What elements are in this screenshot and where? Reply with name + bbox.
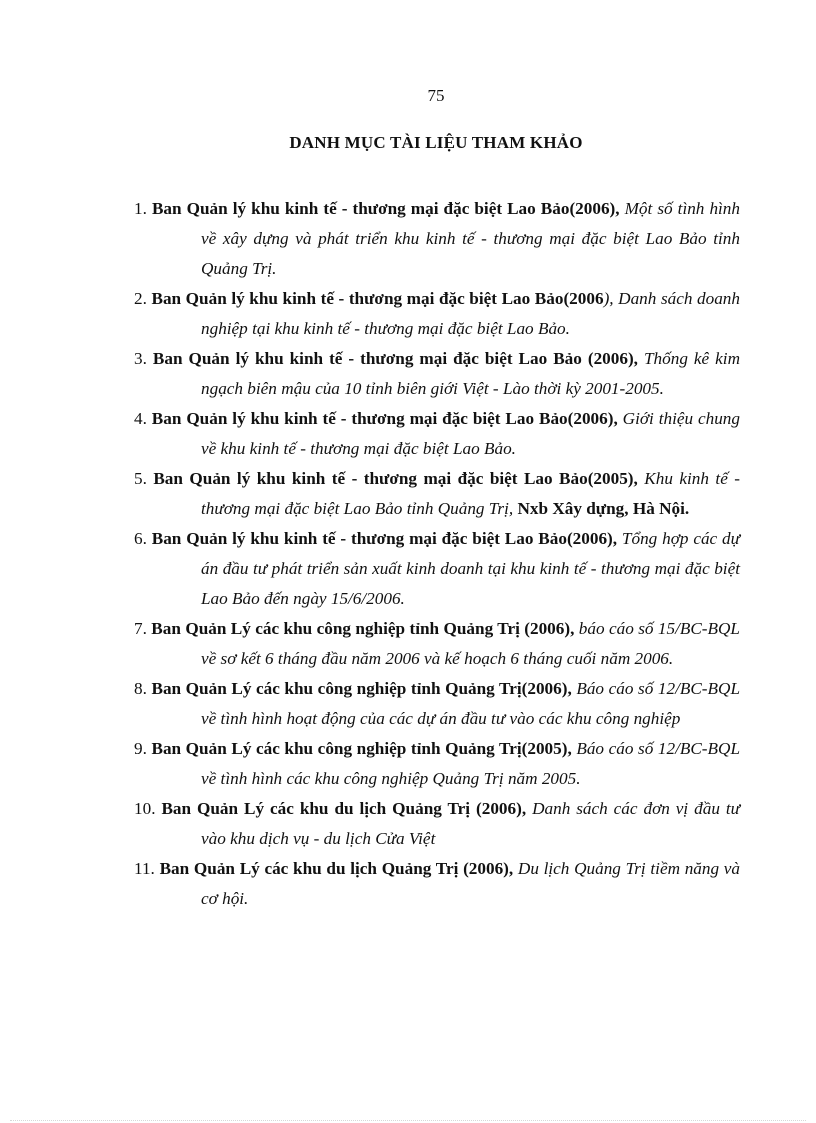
- reference-author: Ban Quản lý khu kinh tế - thương mại đặc biệt Lao Bảo(2006),: [151, 199, 625, 218]
- reference-item: [134, 404, 740, 464]
- reference-number: 4.: [134, 409, 147, 428]
- reference-item: [134, 524, 740, 614]
- reference-title: Báo cáo số 12/BC-BQL về tình hình các khu công nghiệp Quảng Trị năm 2005.: [201, 739, 740, 788]
- reference-number: 11.: [134, 859, 155, 878]
- reference-item: [134, 284, 740, 344]
- reference-author: Ban Quản Lý các khu du lịch Quảng Trị (2006),: [161, 799, 533, 818]
- reference-number: 10.: [134, 799, 156, 818]
- reference-author: Ban Quản Lý các khu du lịch Quảng Trị (2006),: [159, 859, 518, 878]
- reference-item: [134, 734, 740, 794]
- reference-item: [134, 194, 740, 284]
- reference-number: 6.: [134, 529, 147, 548]
- reference-item: [134, 344, 740, 404]
- reference-item: [134, 464, 740, 524]
- page-number: 75: [427, 86, 445, 105]
- reference-title: Khu kinh tế - thương mại đặc biệt Lao Bảo tỉnh Quảng Trị,: [201, 469, 740, 518]
- reference-number: 7.: [134, 619, 147, 638]
- reference-title: ), Danh sách doanh nghiệp tại khu kinh tế - thương mại đặc biệt Lao Bảo.: [201, 289, 740, 338]
- reference-title: Tổng hợp các dự án đầu tư phát triển sản xuất kinh doanh tại khu kinh tế - thương mại đặc biệt Lao Bảo đến ngày 15/6/2006.: [201, 529, 740, 608]
- reference-item: [134, 614, 740, 674]
- reference-title: Thống kê kim ngạch biên mậu của 10 tỉnh biên giới Việt - Lào thời kỳ 2001-2005.: [201, 349, 740, 398]
- reference-author: Ban Quản lý khu kinh tế - thương mại đặc biệt Lao Bảo(2006),: [151, 409, 623, 428]
- reference-publisher: Nxb Xây dựng, Hà Nội.: [513, 499, 690, 518]
- reference-title: Du lịch Quảng Trị tiềm năng và cơ hội.: [201, 859, 740, 908]
- reference-list: [134, 194, 740, 914]
- reference-item: [134, 674, 740, 734]
- reference-title: Giới thiệu chung về khu kinh tế - thương mại đặc biệt Lao Bảo.: [201, 409, 740, 458]
- page-title: DANH MỤC TÀI LIỆU THAM KHẢO: [289, 133, 583, 152]
- reference-number: 2.: [134, 289, 147, 308]
- reference-author: Ban Quản Lý các khu công nghiệp tỉnh Quảng Trị (2006),: [151, 619, 579, 638]
- reference-number: 9.: [134, 739, 147, 758]
- reference-author: Ban Quản lý khu kinh tế - thương mại đặc biệt Lao Bảo(2005),: [153, 469, 645, 488]
- reference-author: Ban Quản lý khu kinh tế - thương mại đặc biệt Lao Bảo(2006),: [151, 529, 622, 548]
- reference-title: Danh sách các đơn vị đầu tư vào khu dịch vụ - du lịch Cửa Việt: [201, 799, 741, 848]
- reference-author: Ban Quản lý khu kinh tế - thương mại đặc biệt Lao Bảo (2006),: [152, 349, 644, 368]
- reference-item: [134, 854, 740, 914]
- reference-author: Ban Quản Lý các khu công nghiệp tỉnh Quảng Trị(2005),: [151, 739, 577, 758]
- reference-title: Báo cáo số 12/BC-BQL về tình hình hoạt động của các dự án đầu tư vào các khu công nghiệp: [201, 679, 740, 728]
- reference-author: Ban Quản Lý các khu công nghiệp tỉnh Quảng Trị(2006),: [151, 679, 577, 698]
- reference-title: Một số tình hình về xây dựng và phát triển khu kinh tế - thương mại đặc biệt Lao Bảo tỉnh Quảng Trị.: [201, 199, 740, 278]
- reference-item: [134, 794, 740, 854]
- footer-divider: [10, 1120, 806, 1121]
- reference-author: Ban Quản lý khu kinh tế - thương mại đặc biệt Lao Bảo(2006: [151, 289, 604, 308]
- reference-number: 5.: [134, 469, 147, 488]
- reference-number: 1.: [134, 199, 147, 218]
- reference-title: báo cáo số 15/BC-BQL về sơ kết 6 tháng đầu năm 2006 và kế hoạch 6 tháng cuối năm 2006.: [201, 619, 740, 668]
- reference-number: 8.: [134, 679, 147, 698]
- reference-number: 3.: [134, 349, 147, 368]
